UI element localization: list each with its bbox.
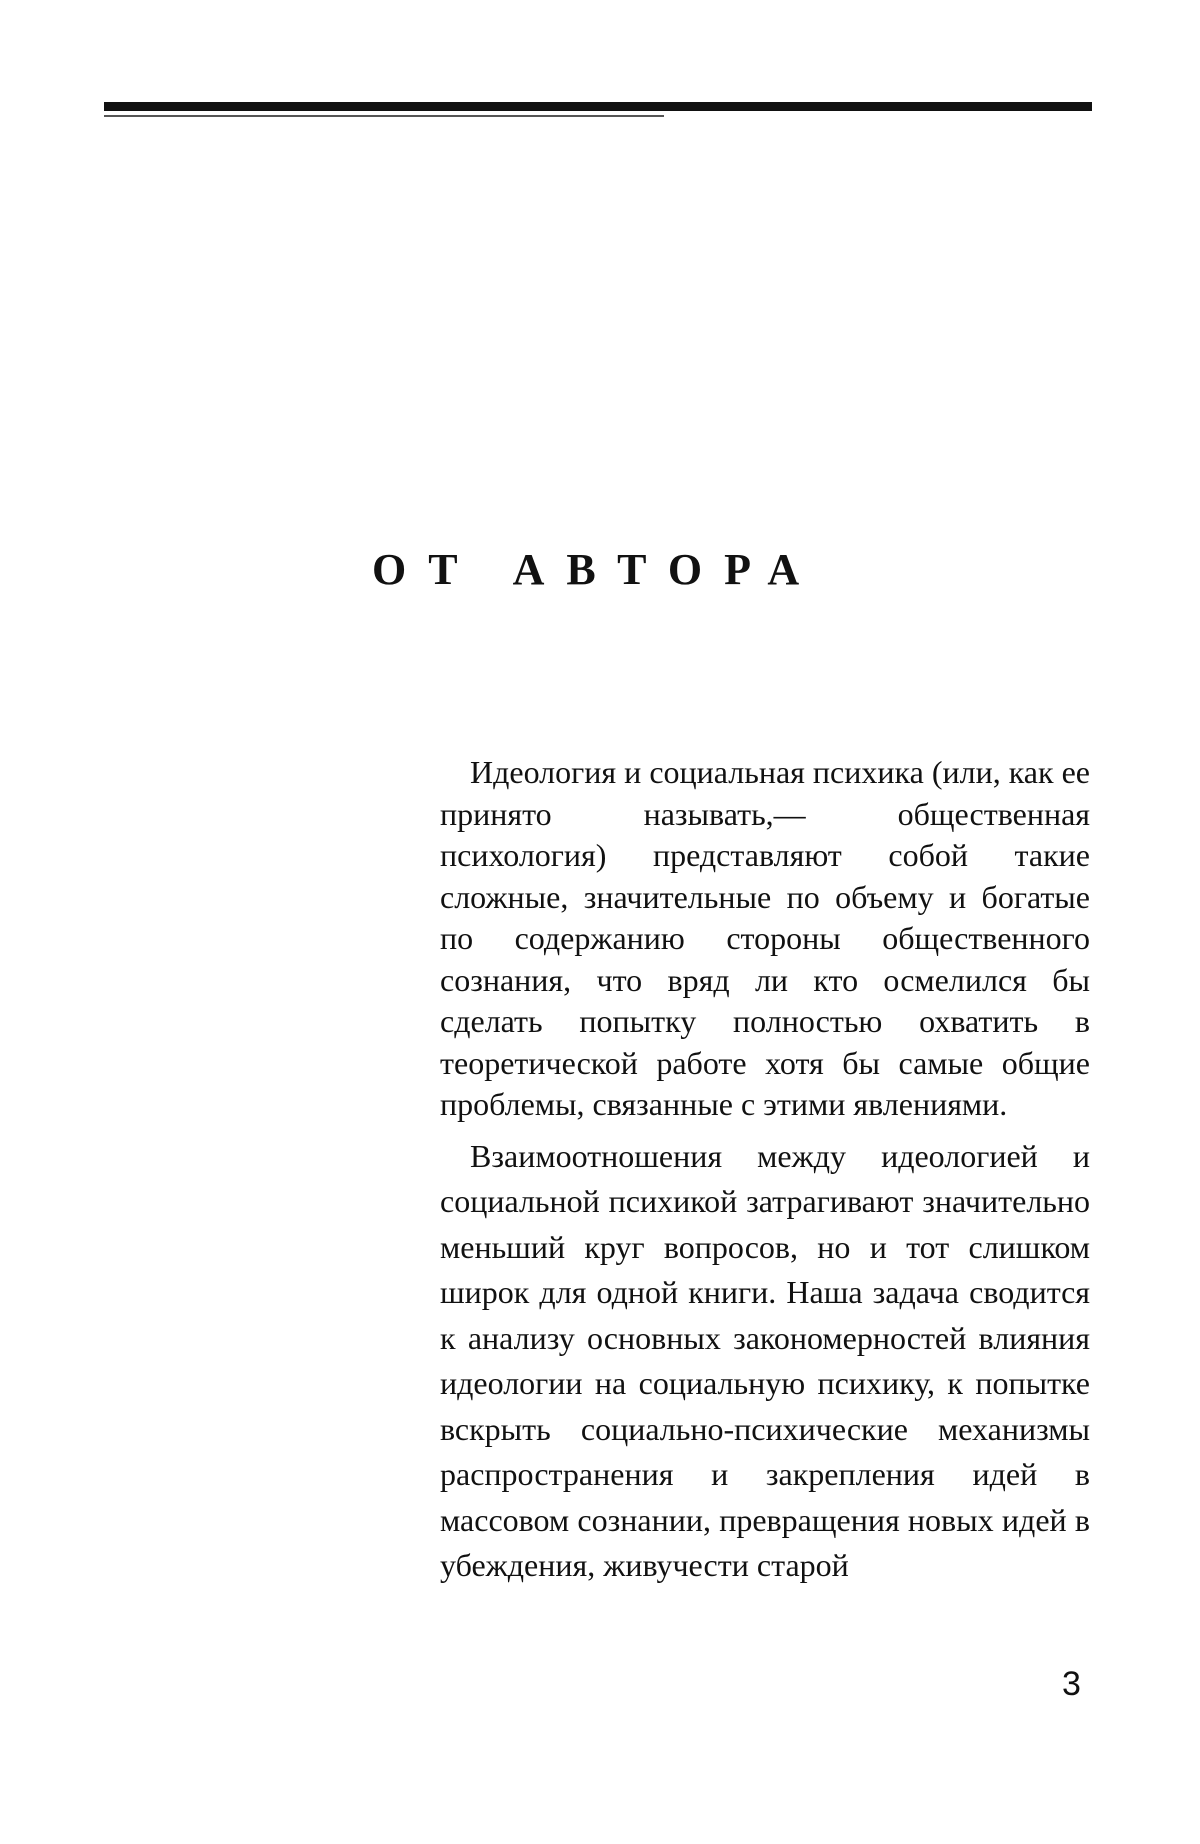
body-text — [440, 752, 1090, 1589]
header-rule-thin — [104, 115, 664, 117]
header-rule — [104, 102, 1092, 111]
paragraph-2: Взаимоотношения между идеологией и социальной психикой затрагивают значительно меньший круг вопросов, но и тот слишком широк для одной книги. Наша задача сводится к анализу основных закономерностей влияния идеологии на социальную психику, к попытке вскрыть социально-психические механизмы распространения и закрепления идей в массовом сознании, превращения новых идей в убеждения, живучести старой — [440, 1137, 1090, 1583]
chapter-title: ОТ АВТОРА — [372, 545, 822, 594]
paragraph-1: Идеология и социальная психика (или, как ее принято называть,— общественная психология) представляют собой такие сложные, значительные по объему и богатые по содержанию стороны общественного сознания, что вряд ли кто осмелился бы сделать попытку полностью охватить в теоретической работе хотя бы самые общие проблемы, связанные с этими явлениями. — [440, 754, 1090, 1122]
page-number: 3 — [1062, 1665, 1081, 1703]
